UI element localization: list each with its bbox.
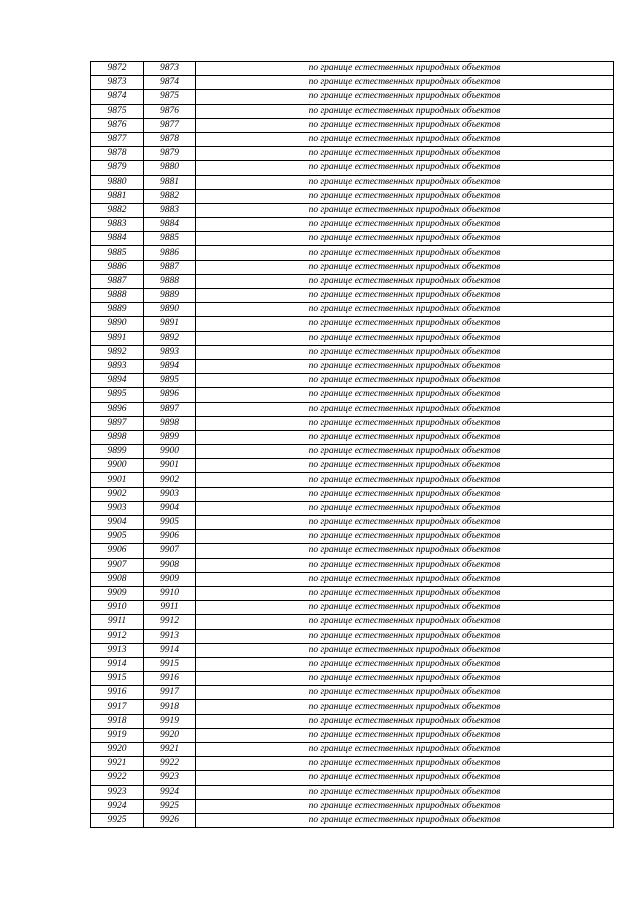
point-to-cell: 9909 [144, 572, 196, 586]
boundary-description-cell: по границе естественных природных объектов [196, 785, 614, 799]
point-to-cell: 9876 [144, 104, 196, 118]
table-row [91, 743, 614, 757]
point-from-cell: 9908 [91, 572, 144, 586]
point-from-cell: 9875 [91, 104, 144, 118]
point-to-cell: 9892 [144, 331, 196, 345]
boundary-description-cell: по границе естественных природных объектов [196, 771, 614, 785]
boundary-description-cell: по границе естественных природных объектов [196, 274, 614, 288]
boundary-description-cell: по границе естественных природных объектов [196, 743, 614, 757]
point-to-cell: 9913 [144, 629, 196, 643]
point-to-cell: 9893 [144, 345, 196, 359]
boundary-description-cell: по границе естественных природных объектов [196, 657, 614, 671]
point-from-cell: 9911 [91, 615, 144, 629]
boundary-description-cell: по границе естественных природных объектов [196, 260, 614, 274]
point-from-cell: 9898 [91, 430, 144, 444]
point-from-cell: 9918 [91, 714, 144, 728]
point-from-cell: 9877 [91, 132, 144, 146]
point-from-cell: 9906 [91, 544, 144, 558]
point-to-cell: 9901 [144, 459, 196, 473]
point-to-cell: 9907 [144, 544, 196, 558]
point-from-cell: 9884 [91, 232, 144, 246]
table-row [91, 544, 614, 558]
point-from-cell: 9922 [91, 771, 144, 785]
table-row [91, 90, 614, 104]
boundary-description-cell: по границе естественных природных объектов [196, 161, 614, 175]
point-from-cell: 9904 [91, 516, 144, 530]
boundary-description-cell: по границе естественных природных объектов [196, 189, 614, 203]
boundary-description-cell: по границе естественных природных объектов [196, 686, 614, 700]
point-to-cell: 9894 [144, 359, 196, 373]
boundary-description-cell: по границе естественных природных объектов [196, 501, 614, 515]
boundary-description-cell: по границе естественных природных объектов [196, 445, 614, 459]
point-from-cell: 9893 [91, 359, 144, 373]
boundary-description-cell: по границе естественных природных объектов [196, 586, 614, 600]
point-to-cell: 9918 [144, 700, 196, 714]
point-from-cell: 9909 [91, 586, 144, 600]
table-row [91, 289, 614, 303]
table-row [91, 218, 614, 232]
boundary-description-cell: по границе естественных природных объектов [196, 76, 614, 90]
point-to-cell: 9883 [144, 203, 196, 217]
point-to-cell: 9884 [144, 218, 196, 232]
point-to-cell: 9882 [144, 189, 196, 203]
point-from-cell: 9921 [91, 757, 144, 771]
point-to-cell: 9910 [144, 586, 196, 600]
table-row [91, 473, 614, 487]
point-to-cell: 9890 [144, 303, 196, 317]
table-row [91, 799, 614, 813]
point-from-cell: 9916 [91, 686, 144, 700]
point-to-cell: 9899 [144, 430, 196, 444]
table-row [91, 771, 614, 785]
boundary-description-cell: по границе естественных природных объектов [196, 331, 614, 345]
point-from-cell: 9887 [91, 274, 144, 288]
boundary-description-cell: по границе естественных природных объектов [196, 700, 614, 714]
table-row [91, 615, 614, 629]
point-from-cell: 9891 [91, 331, 144, 345]
point-to-cell: 9896 [144, 388, 196, 402]
point-to-cell: 9915 [144, 657, 196, 671]
boundary-description-cell: по границе естественных природных объектов [196, 147, 614, 161]
point-from-cell: 9892 [91, 345, 144, 359]
table-row [91, 402, 614, 416]
point-to-cell: 9895 [144, 374, 196, 388]
point-from-cell: 9901 [91, 473, 144, 487]
point-to-cell: 9917 [144, 686, 196, 700]
table-row [91, 686, 614, 700]
boundary-description-cell: по границе естественных природных объектов [196, 175, 614, 189]
table-row [91, 700, 614, 714]
point-to-cell: 9887 [144, 260, 196, 274]
boundary-description-cell: по границе естественных природных объектов [196, 516, 614, 530]
table-row [91, 657, 614, 671]
table-row [91, 728, 614, 742]
boundary-description-cell: по границе естественных природных объектов [196, 104, 614, 118]
boundary-description-cell: по границе естественных природных объектов [196, 629, 614, 643]
point-to-cell: 9921 [144, 743, 196, 757]
point-to-cell: 9908 [144, 558, 196, 572]
point-from-cell: 9899 [91, 445, 144, 459]
boundary-table [90, 61, 614, 828]
table-row [91, 232, 614, 246]
point-to-cell: 9914 [144, 643, 196, 657]
point-to-cell: 9880 [144, 161, 196, 175]
boundary-description-cell: по границе естественных природных объектов [196, 289, 614, 303]
point-to-cell: 9906 [144, 530, 196, 544]
point-to-cell: 9916 [144, 672, 196, 686]
table-row [91, 757, 614, 771]
table-body [91, 62, 614, 828]
point-to-cell: 9925 [144, 799, 196, 813]
table-row [91, 643, 614, 657]
point-from-cell: 9886 [91, 260, 144, 274]
boundary-description-cell: по границе естественных природных объектов [196, 572, 614, 586]
point-to-cell: 9905 [144, 516, 196, 530]
point-from-cell: 9913 [91, 643, 144, 657]
boundary-description-cell: по границе естественных природных объектов [196, 345, 614, 359]
point-to-cell: 9888 [144, 274, 196, 288]
point-from-cell: 9900 [91, 459, 144, 473]
point-to-cell: 9897 [144, 402, 196, 416]
table-row [91, 672, 614, 686]
boundary-description-cell: по границе естественных природных объектов [196, 672, 614, 686]
point-from-cell: 9924 [91, 799, 144, 813]
point-to-cell: 9891 [144, 317, 196, 331]
point-from-cell: 9923 [91, 785, 144, 799]
point-from-cell: 9883 [91, 218, 144, 232]
point-from-cell: 9885 [91, 246, 144, 260]
boundary-description-cell: по границе естественных природных объектов [196, 615, 614, 629]
point-to-cell: 9875 [144, 90, 196, 104]
point-to-cell: 9898 [144, 416, 196, 430]
point-to-cell: 9903 [144, 487, 196, 501]
point-from-cell: 9903 [91, 501, 144, 515]
table-row [91, 388, 614, 402]
boundary-description-cell: по границе естественных природных объектов [196, 388, 614, 402]
table-row [91, 572, 614, 586]
table-row [91, 359, 614, 373]
point-from-cell: 9872 [91, 62, 144, 76]
boundary-description-cell: по границе естественных природных объектов [196, 757, 614, 771]
point-to-cell: 9904 [144, 501, 196, 515]
boundary-description-cell: по границе естественных природных объектов [196, 374, 614, 388]
table-row [91, 317, 614, 331]
boundary-description-cell: по границе естественных природных объектов [196, 402, 614, 416]
table-row [91, 714, 614, 728]
point-from-cell: 9894 [91, 374, 144, 388]
boundary-description-cell: по границе естественных природных объектов [196, 132, 614, 146]
table-row [91, 516, 614, 530]
point-from-cell: 9910 [91, 601, 144, 615]
point-from-cell: 9878 [91, 147, 144, 161]
point-to-cell: 9885 [144, 232, 196, 246]
table-row [91, 601, 614, 615]
boundary-description-cell: по границе естественных природных объектов [196, 90, 614, 104]
point-to-cell: 9878 [144, 132, 196, 146]
table-row [91, 445, 614, 459]
boundary-description-cell: по границе естественных природных объектов [196, 232, 614, 246]
point-to-cell: 9920 [144, 728, 196, 742]
point-to-cell: 9900 [144, 445, 196, 459]
point-to-cell: 9902 [144, 473, 196, 487]
boundary-description-cell: по границе естественных природных объектов [196, 459, 614, 473]
point-from-cell: 9873 [91, 76, 144, 90]
table-row [91, 345, 614, 359]
boundary-description-cell: по границе естественных природных объектов [196, 530, 614, 544]
point-from-cell: 9907 [91, 558, 144, 572]
point-to-cell: 9919 [144, 714, 196, 728]
point-to-cell: 9879 [144, 147, 196, 161]
table-row [91, 558, 614, 572]
table-row [91, 785, 614, 799]
point-to-cell: 9926 [144, 813, 196, 827]
table-row [91, 629, 614, 643]
point-to-cell: 9889 [144, 289, 196, 303]
point-from-cell: 9897 [91, 416, 144, 430]
boundary-description-cell: по границе естественных природных объектов [196, 62, 614, 76]
point-to-cell: 9923 [144, 771, 196, 785]
boundary-description-cell: по границе естественных природных объектов [196, 118, 614, 132]
boundary-description-cell: по границе естественных природных объектов [196, 317, 614, 331]
table-row [91, 132, 614, 146]
point-from-cell: 9920 [91, 743, 144, 757]
boundary-description-cell: по границе естественных природных объектов [196, 487, 614, 501]
point-from-cell: 9917 [91, 700, 144, 714]
boundary-description-cell: по границе естественных природных объектов [196, 473, 614, 487]
table-row [91, 487, 614, 501]
point-from-cell: 9889 [91, 303, 144, 317]
point-to-cell: 9881 [144, 175, 196, 189]
table-row [91, 189, 614, 203]
table-row [91, 246, 614, 260]
table-row [91, 303, 614, 317]
table-row [91, 501, 614, 515]
boundary-description-cell: по границе естественных природных объектов [196, 728, 614, 742]
table-row [91, 374, 614, 388]
point-to-cell: 9874 [144, 76, 196, 90]
boundary-description-cell: по границе естественных природных объектов [196, 359, 614, 373]
point-from-cell: 9880 [91, 175, 144, 189]
point-from-cell: 9888 [91, 289, 144, 303]
boundary-description-cell: по границе естественных природных объектов [196, 714, 614, 728]
point-to-cell: 9912 [144, 615, 196, 629]
boundary-description-cell: по границе естественных природных объектов [196, 601, 614, 615]
boundary-description-cell: по границе естественных природных объектов [196, 303, 614, 317]
point-from-cell: 9896 [91, 402, 144, 416]
point-from-cell: 9915 [91, 672, 144, 686]
boundary-description-cell: по границе естественных природных объектов [196, 558, 614, 572]
table-row [91, 416, 614, 430]
table-row [91, 813, 614, 827]
point-from-cell: 9919 [91, 728, 144, 742]
table-row [91, 104, 614, 118]
table-row [91, 118, 614, 132]
boundary-description-cell: по границе естественных природных объектов [196, 430, 614, 444]
boundary-description-cell: по границе естественных природных объектов [196, 416, 614, 430]
point-from-cell: 9881 [91, 189, 144, 203]
table-row [91, 62, 614, 76]
point-from-cell: 9902 [91, 487, 144, 501]
table-row [91, 161, 614, 175]
table-row [91, 175, 614, 189]
point-from-cell: 9914 [91, 657, 144, 671]
point-from-cell: 9879 [91, 161, 144, 175]
table-row [91, 331, 614, 345]
table-row [91, 530, 614, 544]
table-row [91, 76, 614, 90]
point-from-cell: 9912 [91, 629, 144, 643]
boundary-description-cell: по границе естественных природных объектов [196, 813, 614, 827]
table-row [91, 586, 614, 600]
point-from-cell: 9905 [91, 530, 144, 544]
point-from-cell: 9874 [91, 90, 144, 104]
table-row [91, 430, 614, 444]
point-from-cell: 9895 [91, 388, 144, 402]
boundary-description-cell: по границе естественных природных объектов [196, 544, 614, 558]
boundary-description-cell: по границе естественных природных объектов [196, 203, 614, 217]
point-to-cell: 9924 [144, 785, 196, 799]
point-to-cell: 9886 [144, 246, 196, 260]
point-to-cell: 9873 [144, 62, 196, 76]
boundary-description-cell: по границе естественных природных объектов [196, 246, 614, 260]
boundary-description-cell: по границе естественных природных объектов [196, 799, 614, 813]
table-row [91, 203, 614, 217]
point-to-cell: 9911 [144, 601, 196, 615]
table-row [91, 260, 614, 274]
point-to-cell: 9922 [144, 757, 196, 771]
table-row [91, 459, 614, 473]
point-from-cell: 9890 [91, 317, 144, 331]
point-from-cell: 9882 [91, 203, 144, 217]
boundary-description-cell: по границе естественных природных объектов [196, 643, 614, 657]
point-from-cell: 9925 [91, 813, 144, 827]
point-from-cell: 9876 [91, 118, 144, 132]
table-row [91, 147, 614, 161]
boundary-description-cell: по границе естественных природных объектов [196, 218, 614, 232]
point-to-cell: 9877 [144, 118, 196, 132]
table-row [91, 274, 614, 288]
